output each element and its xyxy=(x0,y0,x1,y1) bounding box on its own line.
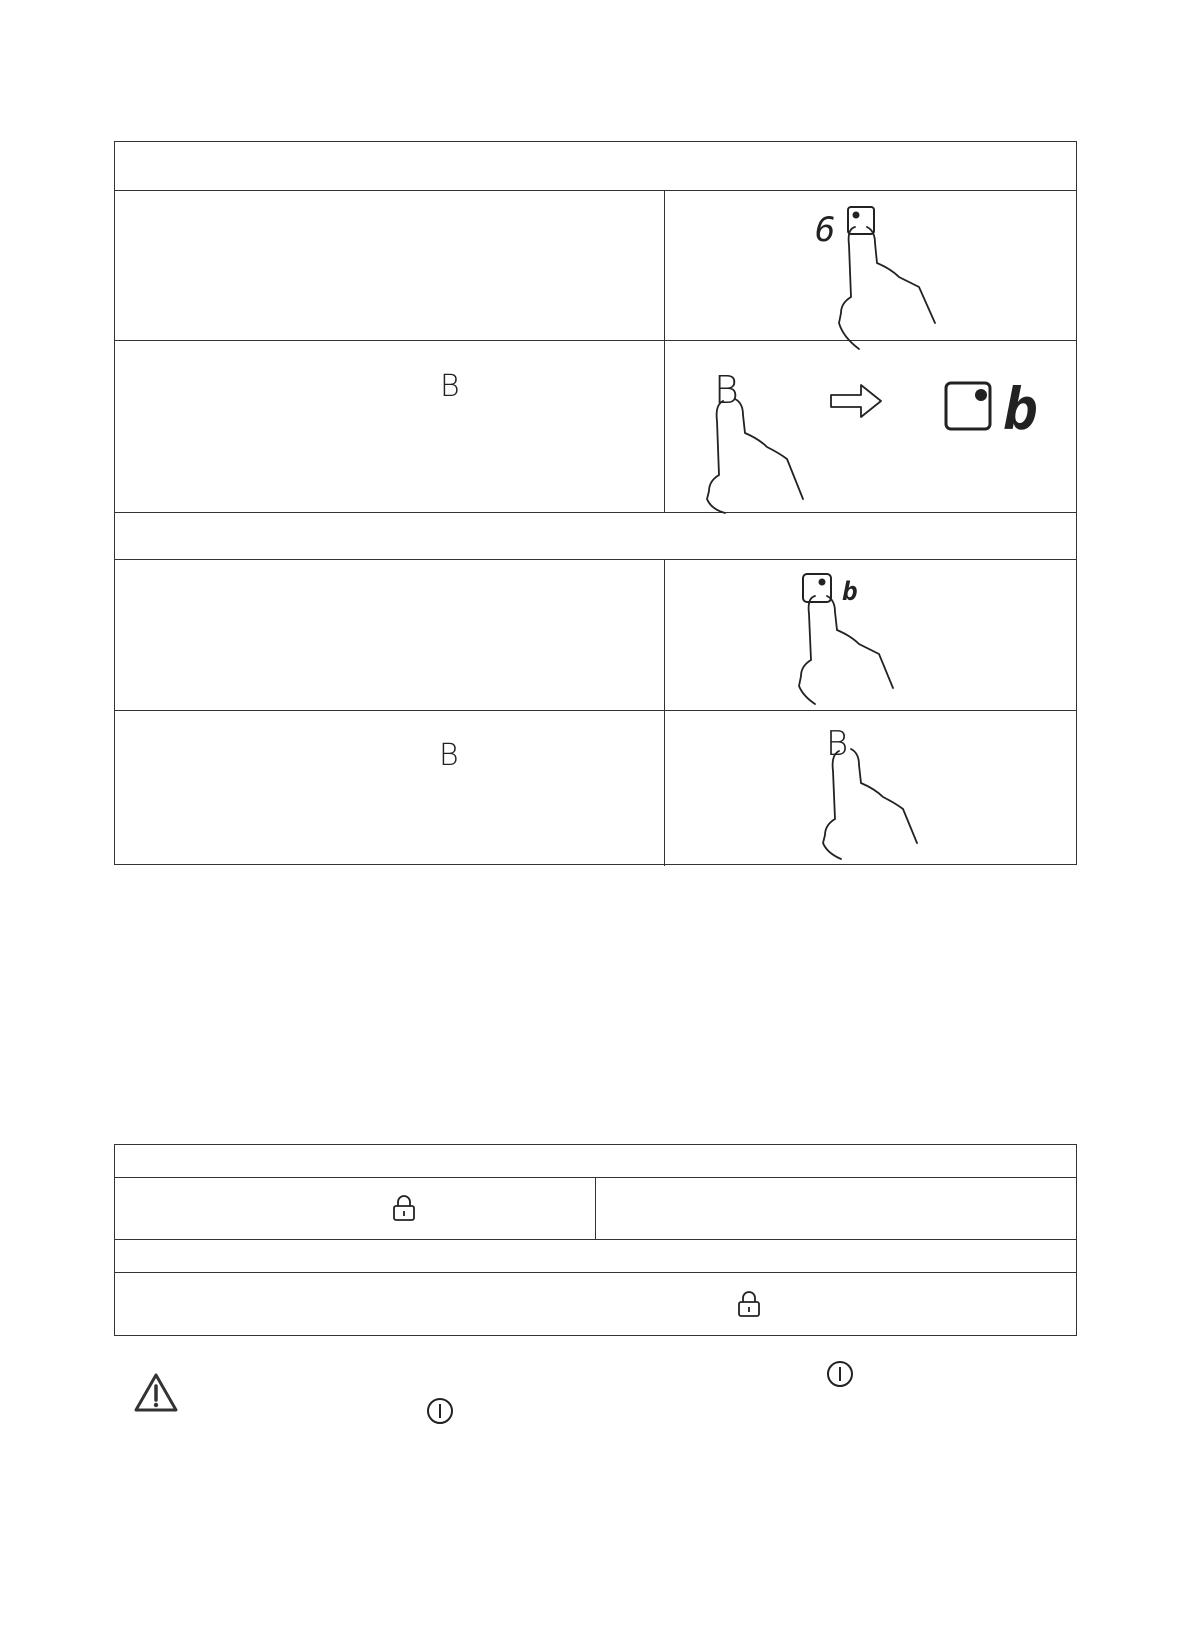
finger-icon xyxy=(823,749,917,859)
lock-icon xyxy=(392,1194,416,1222)
step-row-activate xyxy=(115,191,1076,341)
b-symbol: B xyxy=(440,369,460,404)
display-digit: b xyxy=(1003,375,1038,443)
lock-row-1 xyxy=(115,1178,1076,1240)
table-header-row-1 xyxy=(115,142,1076,191)
finger-icon xyxy=(707,399,803,513)
step-row-b-confirm xyxy=(115,711,1076,866)
lock-icon xyxy=(737,1290,761,1318)
touch-key-illustration xyxy=(115,191,1078,341)
display-digit: b xyxy=(842,577,858,607)
key-dot xyxy=(975,389,987,401)
display-glyph: B xyxy=(826,724,849,764)
warning-icon xyxy=(133,1372,179,1414)
lock-row-2 xyxy=(115,1273,1076,1337)
power-icon xyxy=(426,1397,454,1425)
display-digit: 6 xyxy=(815,210,836,250)
lock-header-row xyxy=(115,1145,1076,1178)
key-dot xyxy=(853,212,860,219)
power-icon xyxy=(826,1360,854,1388)
b-symbol: B xyxy=(439,738,459,773)
lock-function-table xyxy=(114,1144,1077,1336)
touch-b-illustration xyxy=(115,711,1078,866)
arrow-right-icon xyxy=(831,385,881,417)
finger-icon xyxy=(799,596,893,704)
lock-header-row-2 xyxy=(115,1240,1076,1273)
touch-key-illustration xyxy=(115,560,1078,711)
b-to-key-illustration xyxy=(115,341,1078,513)
step-row-deactivate xyxy=(115,560,1076,711)
warning-note xyxy=(130,1360,1060,1440)
display-glyph: B xyxy=(714,368,739,412)
finger-icon xyxy=(839,227,935,349)
key-square xyxy=(803,574,831,602)
table-header-row-2 xyxy=(115,513,1076,560)
step-row-b-select xyxy=(115,341,1076,513)
control-steps-table xyxy=(114,141,1077,865)
key-dot xyxy=(819,579,826,586)
